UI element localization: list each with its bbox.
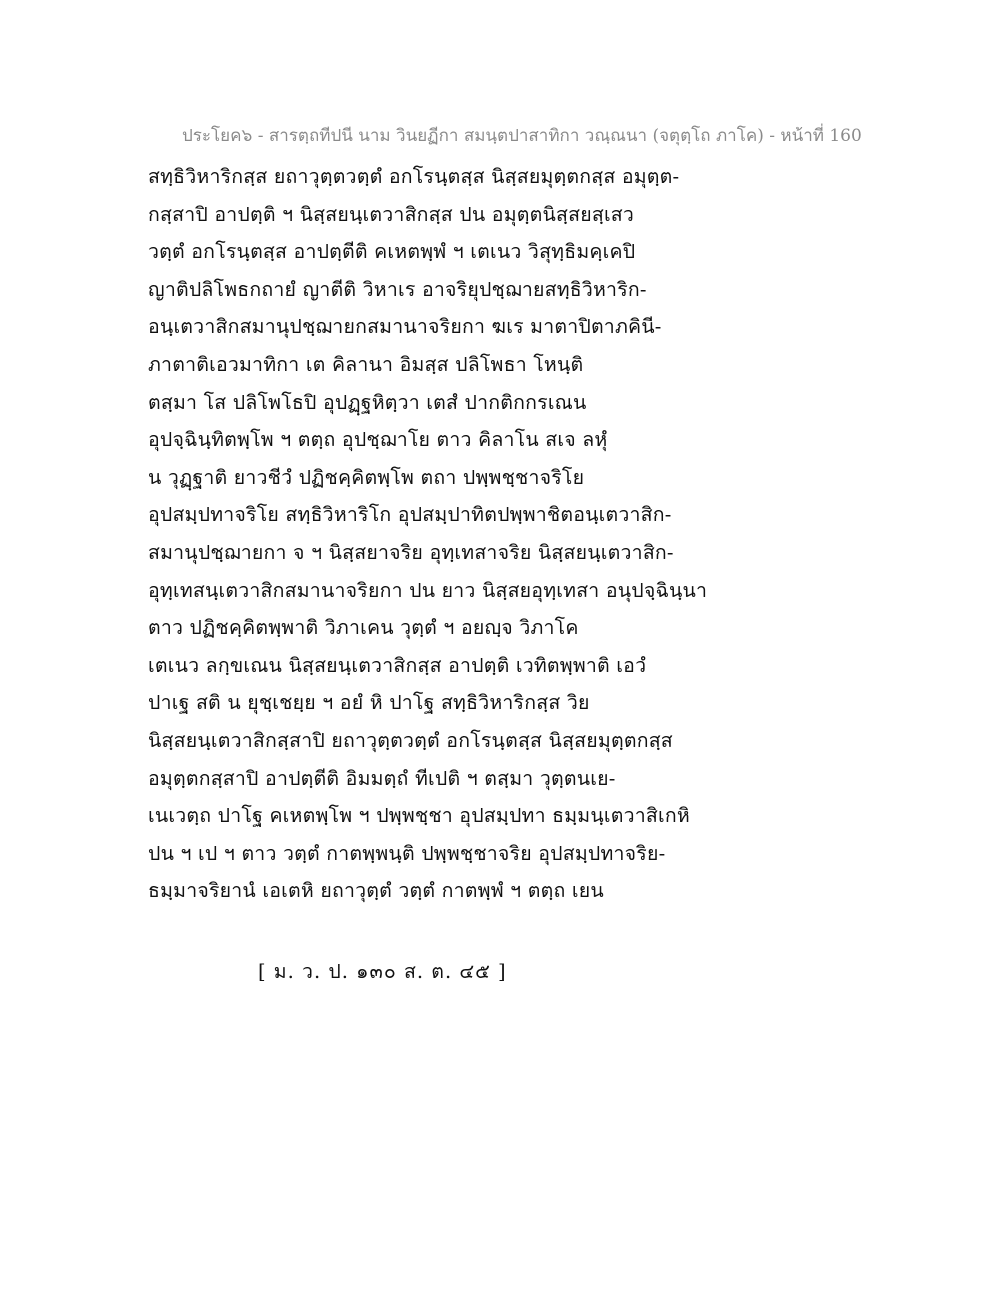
text-line: ตาว ปฏิชคฺคิตพฺพาติ วิภาเคน วุตฺตํ ฯ อยญฺจ วิภาโค [148, 616, 579, 640]
text-line: ตสฺมา โส ปลิโพโธปิ อุปฏฺฐหิตฺวา เตสํ ปากติกกรเณน [148, 390, 587, 414]
running-header: ประโยค๖ - สารตฺถทีปนี นาม วินยฏีกา สมนฺตปาสาทิกา วณฺณนา (จตุตฺโถ ภาโค) - หน้าที่ 160 [182, 126, 862, 146]
text-line: นิสฺสยนฺเตวาสิกสฺสาปิ ยถาวุตฺตวตฺตํ อกโรนฺตสฺส นิสฺสยมุตฺตกสฺส [148, 728, 673, 752]
text-line: น วุฏฺฐาติ ยาวชีวํ ปฏิชคฺคิตพฺโพ ตถา ปพฺพชฺชาจริโย [148, 465, 585, 489]
text-line: ญาติปลิโพธกถายํ ญาตีติ วิหาเร อาจริยุปชฺฌายสทฺธิวิหาริก- [148, 277, 647, 301]
text-line: สมานุปชฺฌายกา จ ฯ นิสฺสยาจริย อุทฺเทสาจริย นิสฺสยนฺเตวาสิก- [148, 540, 674, 564]
text-line: ปน ฯ เป ฯ ตาว วตฺตํ กาตพฺพนฺติ ปพฺพชฺชาจริย อุปสมฺปทาจริย- [148, 841, 666, 865]
text-line: สทฺธิวิหาริกสฺส ยถาวุตฺตวตฺตํ อกโรนฺตสฺส นิสฺสยมุตฺตกสฺส อมุตฺต- [148, 165, 680, 188]
text-line: ธมฺมาจริยานํ เอเตหิ ยถาวุตฺตํ วตฺตํ กาตพฺพํ ฯ ตตฺถ เยน [148, 879, 604, 903]
source-reference: [ ม. ว. ป. ๑๓๐ ส. ต. ๔๕ ] [258, 960, 507, 983]
text-line: วตฺตํ อกโรนฺตสฺส อาปตฺตีติ คเหตพฺพํ ฯ เตเนว วิสุทฺธิมคฺเคปิ [148, 240, 636, 264]
text-line: ภาตาติเอวมาทิกา เต คิลานา อิมสฺส ปลิโพธา โหนฺติ [148, 352, 584, 376]
text-line: ปาเฐ สติ น ยุชฺเชยฺย ฯ อยํ หิ ปาโฐ สทฺธิวิหาริกสฺส วิย [148, 691, 590, 715]
text-line: อมุตฺตกสฺสาปิ อาปตฺตีติ อิมมตฺถํ ทีเปติ ฯ ตสฺมา วุตฺตนเย- [148, 766, 616, 790]
text-line: อุทฺเทสนฺเตวาสิกสมานาจริยกา ปน ยาว นิสฺสยอุทฺเทสา อนุปจฺฉินฺนา [148, 578, 708, 602]
text-line: อุปจฺฉินฺทิตพฺโพ ฯ ตตฺถ อุปชฺฌาโย ตาว คิลาโน สเจ ลหุํ [148, 428, 608, 452]
body-text [148, 158, 848, 910]
text-line: อนฺเตวาสิกสมานุปชฺฌายกสมานาจริยกา ฆเร มาตาปิตาภคินี- [148, 315, 662, 339]
text-line: เนเวตฺถ ปาโฐ คเหตพฺโพ ฯ ปพฺพชฺชา อุปสมฺปทา ธมฺมนฺเตวาสิเกหิ [148, 804, 690, 828]
text-line: กสฺสาปิ อาปตฺติ ฯ นิสฺสยนฺเตวาสิกสฺส ปน อมุตฺตนิสฺสยสฺเสว [148, 202, 635, 226]
text-line: อุปสมฺปทาจริโย สทฺธิวิหาริโก อุปสมฺปาทิตปพฺพาชิตอนฺเตวาสิก- [148, 503, 672, 527]
text-line: เตเนว ลกฺขเณน นิสฺสยนฺเตวาสิกสฺส อาปตฺติ เวทิตพฺพาติ เอวํ [148, 653, 647, 677]
